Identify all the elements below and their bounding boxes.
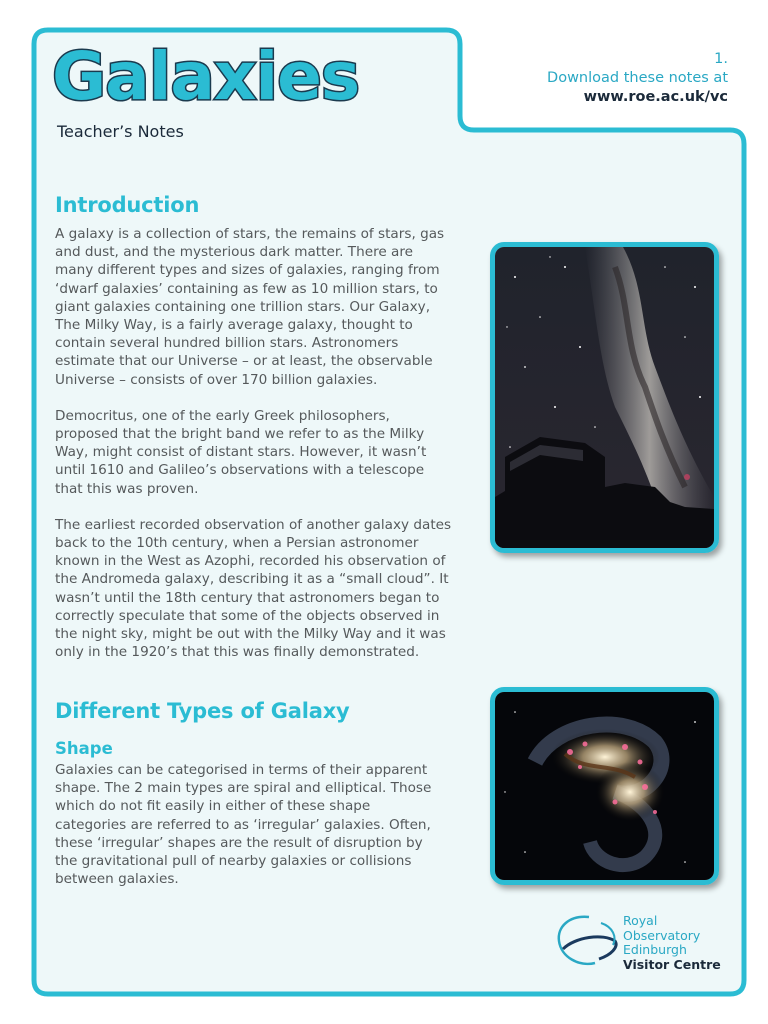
roe-logo-icon: [555, 913, 621, 971]
shape-subheading: Shape: [55, 739, 113, 758]
types-heading: Different Types of Galaxy: [55, 699, 350, 723]
intro-paragraph-1: A galaxy is a collection of stars, the remains of stars, gas and dust, and the mysterious dark matter. There are many different types and sizes of galaxies, ranging from ‘dwarf galaxies’ containing as few as 10 million stars, to giant galaxies containing one trillion stars. Our Galaxy, The Milky Way, is a fairly average galaxy, thought to contain several hundred billion stars. Astronomers estimate that our Universe – or at least, the observable Universe – consists of over 170 billion galaxies.: [55, 226, 445, 388]
introduction-heading: Introduction: [55, 193, 200, 217]
milky-way-photo: [490, 242, 719, 553]
roe-logo-text: [623, 914, 721, 972]
shape-paragraph: Galaxies can be categorised in terms of their apparent shape. The 2 main types are spiral and elliptical. Those which do not fit easily in either of these shape categories are referred to as ‘irregular’ galaxies. Often, these ‘irregular’ shapes are the result of disruption by the gravitational pull of nearby galaxies or collisions between galaxies.: [55, 762, 432, 888]
logo-line-visitor-centre: Visitor Centre: [623, 956, 721, 972]
page-title: Galaxies: [52, 38, 360, 115]
download-url-link[interactable]: www.roe.ac.uk/vc: [583, 89, 728, 105]
download-text: Download these notes at: [547, 70, 728, 86]
page-subtitle: Teacher’s Notes: [57, 122, 184, 141]
logo-line-observatory: Observatory: [623, 927, 701, 943]
download-note: [547, 50, 728, 107]
page-number: 1.: [714, 51, 728, 67]
introduction-section: [55, 193, 455, 661]
logo-line-royal: Royal: [623, 913, 658, 928]
types-section: [55, 699, 445, 888]
intro-paragraph-2: Democritus, one of the early Greek philosophers, proposed that the bright band we refer to as the Milky Way, might consist of distant stars. However, it wasn’t until 1610 and Galileo’s observations with a telescope that this was proven.: [55, 407, 427, 497]
logo-line-edinburgh: Edinburgh: [623, 942, 687, 957]
antennae-galaxies-photo: [490, 687, 719, 885]
intro-paragraph-3: The earliest recorded observation of another galaxy dates back to the 10th century, when a Persian astronomer known in the West as Azophi, recorded his observation of the Andromeda galaxy, describing it as a “small cloud”. It wasn’t until the 18th century that astronomers began to correctly speculate that some of the objects observed in the night sky, might be out with the Milky Way and it was only in the 1920’s that this was finally demonstrated.: [55, 516, 452, 661]
